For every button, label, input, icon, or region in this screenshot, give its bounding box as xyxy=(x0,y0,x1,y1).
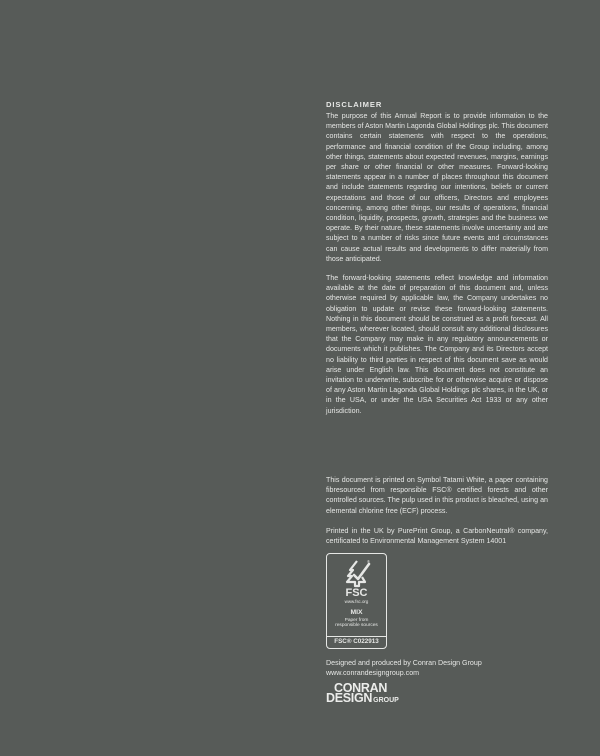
fsc-subtitle-line-2: responsible sources xyxy=(335,623,378,629)
website-link[interactable]: www.conrandesigngroup.com xyxy=(326,669,420,678)
disclaimer-heading: DISCLAIMER xyxy=(326,100,383,109)
logo-line-1: CONRAN xyxy=(334,681,388,695)
fsc-subtitle-line-1: Paper from xyxy=(344,618,369,623)
disclaimer-paragraph-1: The purpose of this Annual Report is to provide information to the members of Aston Martin Lagonda Global Holdings plc. This document contains certain statements with respect to the operations, performance and financial condition of the Group including, among other things, statements about expected revenues, margins, earnings per share or other financial or other measures. Forward-looking statements appear in a number of places throughout this document and include statements regarding our intentions, beliefs or current expectations and those of our officers, Directors and employees concerning, among other things, our results of operations, financial condition, liquidity, prospects, growth, strategies and the business we operate. By their nature, these statements involve uncertainty and are subject to a number of risks since future events and circumstances can cause actual results and developments to differ materially from those anticipated. xyxy=(326,112,548,263)
fsc-tree-check-icon xyxy=(341,558,373,588)
fsc-label: FSC xyxy=(345,587,368,599)
designed-by-text: Designed and produced by Conran Design Group xyxy=(326,659,482,667)
svg-text:®: ® xyxy=(366,559,370,564)
fsc-certification-badge xyxy=(326,553,387,649)
conran-design-group-logo xyxy=(326,683,399,706)
logo-group-word: GROUP xyxy=(373,697,399,704)
fsc-url: www.fsc.org xyxy=(344,599,369,604)
logo-line-2 xyxy=(326,693,399,706)
fsc-subtitle xyxy=(327,618,386,629)
fsc-code: FSC® C022913 xyxy=(327,636,386,648)
printer-statement: Printed in the UK by PurePrint Group, a CarbonNeutral® company, certificated to Environmental Management System 14001 xyxy=(326,527,548,546)
logo-design-word: DESIGN xyxy=(326,691,373,705)
design-credit xyxy=(326,658,548,678)
disclaimer-paragraph-2: The forward-looking statements reflect knowledge and information available at the date of preparation of this document and, unless otherwise required by applicable law, the Company undertakes no obligation to update or revise these forward-looking statements. Nothing in this document should be construed as a profit forecast. All members, wherever located, should consult any additional disclosures that the Company may make in any regulatory announcements or documents which it publishes. The Company and its Directors accept no liability to third parties in respect of this document save as would arise under English law. This document does not constitute an invitation to underwrite, subscribe for or otherwise acquire or dispose of any Aston Martin Lagonda Global Holdings plc shares, in the UK, or in the USA, or under the USA Securities Act 1933 or any other jurisdiction. xyxy=(326,274,548,415)
fsc-mix: MIX xyxy=(350,609,363,616)
paper-statement: This document is printed on Symbol Tatami White, a paper containing fibresourced from responsible FSC® certified forests and other controlled sources. The pulp used in this product is bleached, using an elemental chlorine free (ECF) process. xyxy=(326,476,548,515)
